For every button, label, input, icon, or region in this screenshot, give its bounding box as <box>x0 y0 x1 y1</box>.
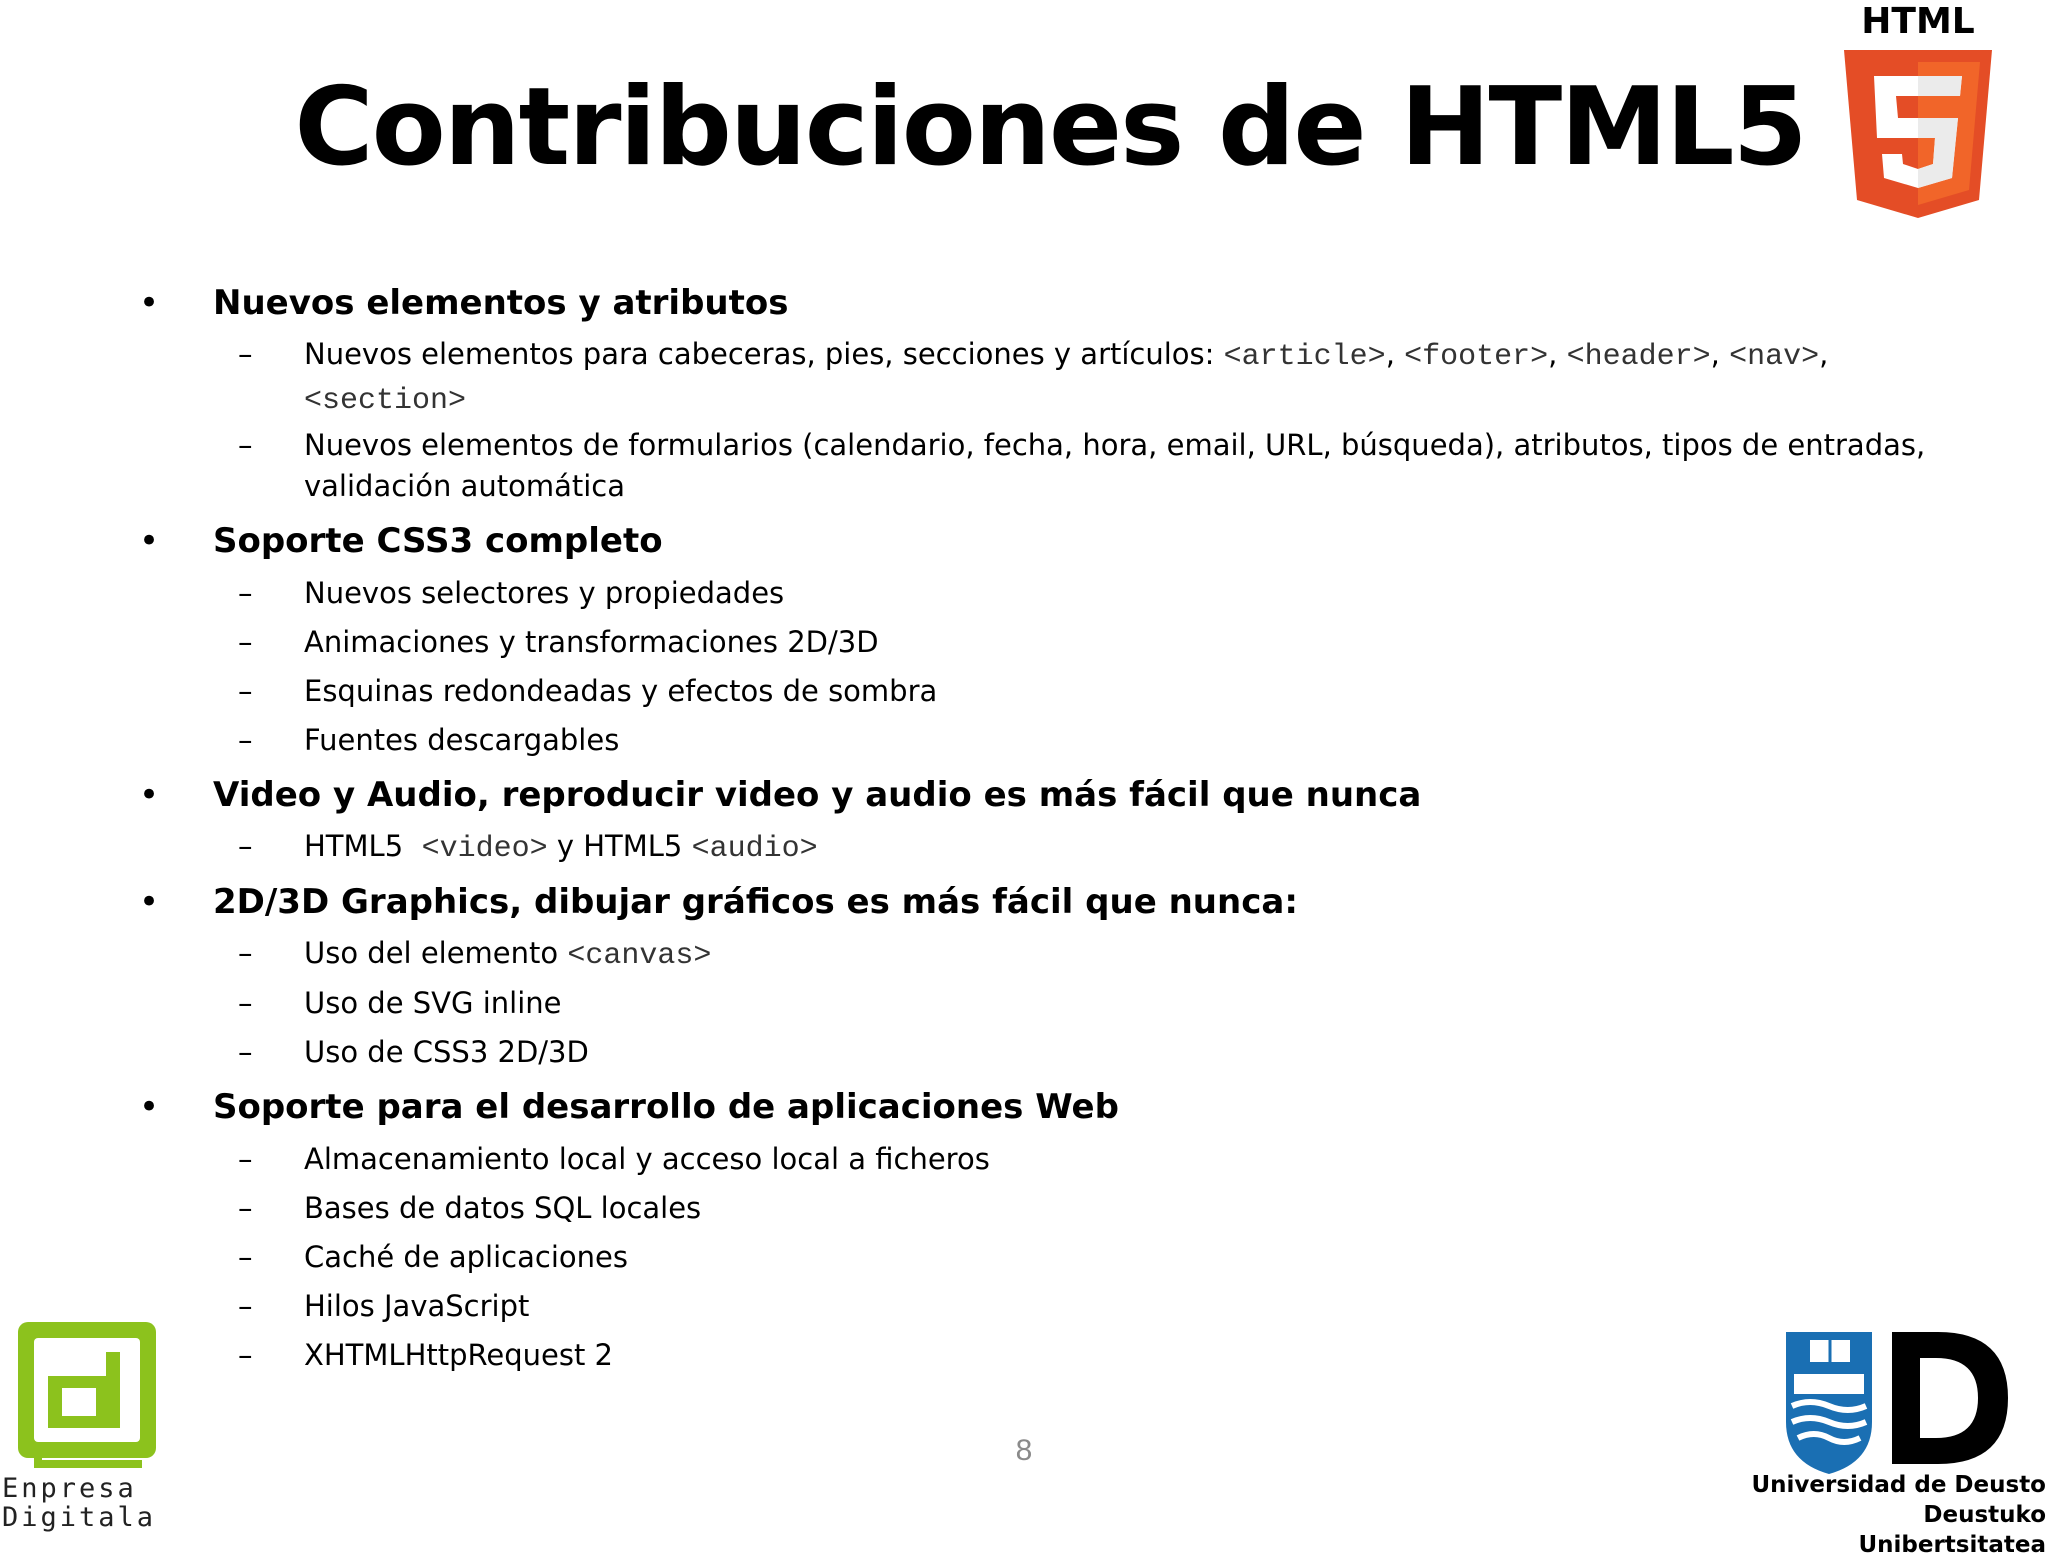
item-text: Uso de CSS3 2D/3D <box>304 1035 589 1069</box>
deusto-line-1: Universidad de Deusto <box>1751 1472 2046 1498</box>
bullet-dot: • <box>139 775 160 815</box>
bullet-1-item-2 <box>238 425 1960 507</box>
empresa-digitala-wordmark <box>2 1474 172 1532</box>
item-text: Hilos JavaScript <box>304 1289 530 1323</box>
dash-mark: – <box>238 723 253 757</box>
dash-mark: – <box>238 829 253 863</box>
dash-mark: – <box>238 1240 253 1274</box>
html5-digit: 5 <box>1915 152 1921 163</box>
item-text: Nuevos elementos de formularios (calendario, fecha, hora, email, URL, búsqueda), atributos, tipos de entradas, validación automática <box>304 428 1926 503</box>
bullet-5-item-4 <box>238 1286 1960 1327</box>
deusto-wordmark <box>1740 1470 2046 1560</box>
item-text: Uso del elemento <box>304 936 568 970</box>
bullet-4-item-2 <box>238 983 1960 1024</box>
bullet-4-item-3 <box>238 1032 1960 1073</box>
bullet-1-label: Nuevos elementos y atributos <box>213 283 789 323</box>
html5-shield-icon <box>1844 50 1992 218</box>
dash-mark: – <box>238 428 253 462</box>
item-text: Nuevos elementos para cabeceras, pies, secciones y artículos: <box>304 337 1224 371</box>
bullet-4-item-1 <box>238 933 1960 977</box>
code-footer: <footer> <box>1404 340 1549 374</box>
dash-mark: – <box>238 1142 253 1176</box>
bullet-dot: • <box>139 1087 160 1127</box>
item-text: Esquinas redondeadas y efectos de sombra <box>304 674 938 708</box>
dash-mark: – <box>238 576 253 610</box>
bullet-2-label: Soporte CSS3 completo <box>213 521 663 561</box>
dash-mark: – <box>238 1289 253 1323</box>
bullet-2-item-3 <box>238 671 1960 712</box>
bullet-2-item-4 <box>238 720 1960 761</box>
code-audio: <audio> <box>691 832 818 866</box>
item-text: Animaciones y transformaciones 2D/3D <box>304 625 879 659</box>
bullet-2-item-1 <box>238 573 1960 614</box>
bullet-dot: • <box>139 283 160 323</box>
dash-mark: – <box>238 1338 253 1372</box>
ed-line-1: Enpresa <box>2 1473 137 1504</box>
deusto-line-2: Deustuko Unibertsitatea <box>1858 1502 2046 1558</box>
bullet-4-label: 2D/3D Graphics, dibujar gráficos es más fácil que nunca: <box>213 882 1298 922</box>
dash-mark: – <box>238 674 253 708</box>
bullet-3-label: Video y Audio, reproducir video y audio es más fácil que nunca <box>213 775 1422 815</box>
item-text: HTML5 <box>304 829 404 863</box>
bullet-5-label: Soporte para el desarrollo de aplicaciones Web <box>213 1087 1119 1127</box>
code-section: <section> <box>304 384 467 418</box>
code-header: <header> <box>1566 340 1711 374</box>
html5-logo-word: HTML <box>1861 1 1975 42</box>
item-text: XHTMLHttpRequest 2 <box>304 1338 613 1372</box>
code-canvas: <canvas> <box>567 939 712 973</box>
item-text: Bases de datos SQL locales <box>304 1191 702 1225</box>
bullet-3-item-1 <box>238 826 1960 870</box>
bullet-dot: • <box>139 521 160 561</box>
item-text: Almacenamiento local y acceso local a ficheros <box>304 1142 990 1176</box>
bullet-5-item-5 <box>238 1335 1960 1376</box>
item-text: Caché de aplicaciones <box>304 1240 628 1274</box>
item-text: Fuentes descargables <box>304 723 620 757</box>
bullet-1 <box>139 282 1948 324</box>
ed-line-2: Digitala <box>2 1502 157 1533</box>
dash-mark: – <box>238 986 253 1020</box>
code-video: <video> <box>421 832 548 866</box>
slide-title: Contribuciones de HTML5 <box>294 65 1806 190</box>
bullet-2-item-2 <box>238 622 1960 663</box>
bullet-2 <box>139 520 1948 562</box>
dash-mark: – <box>238 1191 253 1225</box>
dash-mark: – <box>238 625 253 659</box>
item-text: y HTML5 <box>556 829 683 863</box>
dash-mark: – <box>238 1035 253 1069</box>
item-text: Uso de SVG inline <box>304 986 562 1020</box>
bullet-5-item-2 <box>238 1188 1960 1229</box>
bullet-4 <box>139 881 1948 923</box>
bullet-5 <box>139 1086 1948 1128</box>
bullet-1-item-1: – Nuevos elementos para cabeceras, pies, secciones y artículos: <article>, <footer>, <header>, <nav>, <section> <box>304 334 1960 422</box>
bullet-5-item-1 <box>238 1139 1960 1180</box>
bullet-5-item-3 <box>238 1237 1960 1278</box>
code-nav: <nav> <box>1729 340 1820 374</box>
dash-mark: – <box>238 936 253 970</box>
html5-logo <box>1838 2 1998 220</box>
dash-mark: – <box>238 337 253 371</box>
page-number: 8 <box>1015 1434 1033 1467</box>
bullet-dot: • <box>139 882 160 922</box>
item-text: Nuevos selectores y propiedades <box>304 576 785 610</box>
bullet-3 <box>139 774 1948 816</box>
code-article: <article> <box>1223 340 1386 374</box>
